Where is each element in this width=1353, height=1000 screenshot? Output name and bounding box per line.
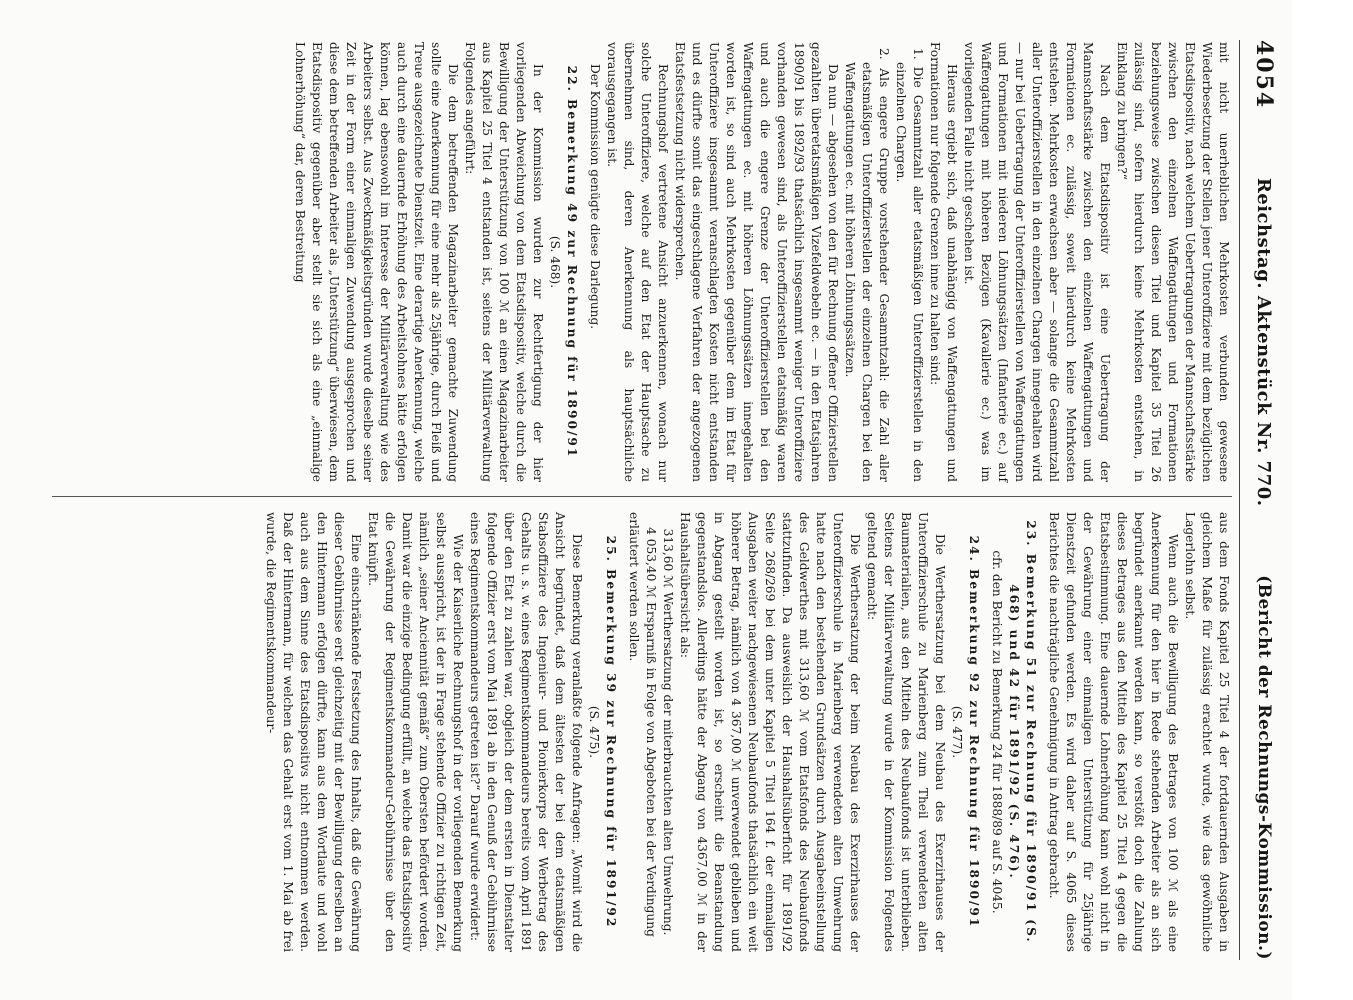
left-column <box>291 42 1232 482</box>
section-subheading: (S. 475). <box>587 705 601 759</box>
paragraph: aus dem Fonds Kapitel 25 Titel 4 der fortdauernden Ausgaben in gleichem Maße für zulässig erachtet wurde, wie das gewöhnliche Lagerlohn selbst. <box>1183 512 1231 952</box>
section-subheading: 313,60 ℳ Werthersatzung der miterbrauchten alten Umwehrung. <box>661 528 675 936</box>
column-divider <box>52 496 1232 497</box>
section-subheading: 4 053,40 ℳ Ersparniß in Folge von Abgeboten bei der Verdingung <box>644 527 658 937</box>
section-heading: 25. Bemerkung 39 zur Rechnung für 1891/92 <box>604 535 618 929</box>
paragraph: Da nun — abgesehen von den für Rechnung offener Offizierstellen gezahlten überetatsmäßigen Vizefeldwebeln ec. — in den Etatsjahren 1890/91 bis 1892/93 thatsächlich insgesammt weniger Unteroffiziere vorhanden gewesen sind, als Unteroffizierstellen etatsmäßig waren und auch die engere Grenze der Unteroffizierstellen bei den Waffengattungen ec. mit höheren Löhnungssätzen innegehalten worden ist, so sind auch Mehrkosten gegenüber dem im Etat für Unteroffiziere insgesammt veranschlagten Kosten nicht entstanden und es dürfte somit das eingeschlagene Verfahren der angezogenen Etatsfestsetzung nicht widersprechen. <box>673 42 840 482</box>
paragraph: Die Werthersatzung der beim Neubau des Exerzirhauses der Unteroffizierschule in Marienberg verwendeten alten Umwehrung hatte nach den bestehenden Grundsätzen durch Ausgabeeinstellung des Geldwerthes mit 313,60 ℳ vom Etatsfonds des Neubaufonds stattzufinden. Da ausweislich der Haushaltsüberficht für 1891/92 Seite 268/269 bei dem unter Kapitel 5 Titel 164 f. der einmaligen Ausgaben weiter nachgewiesenen Neubaufonds thatsächlich ein weit höherer Betrag, nämlich von 4 367,00 ℳ unverwendet geblieben und in Abgang gestellt worden ist, so erscheint die Beanstandung gegenstandslos. Allerdings hätte der Abgang von 4367,00 ℳ in der Haushaltsübersicht als: <box>678 512 862 952</box>
paragraph: Rechnungshof vertretene Ansicht anzuerkennen, wonach nur solche Unteroffiziere, welche auf den Etat der Hauptsache zu übernehmen sind, deren Anerkennung als hauptsächliche vorausgegangen ist. <box>605 42 670 482</box>
section-heading: 23. Bemerkung 51 zur Rechnung für 1890/91 (S. 468) und 42 für 1891/92 (S. 476). <box>1007 520 1038 944</box>
section-subheading: (S. 468). <box>548 235 562 289</box>
section-subheading: cfr. den Bericht zu Bemerkung 24 für 1888/89 auf S. 4045. <box>990 550 1004 914</box>
page-subtitle: (Bericht der Rechnungs-Kommission.) <box>1254 575 1274 960</box>
paragraph: Wenn auch die Bewilligung des Betrages von 100 ℳ als eine Anerkennung für den hier in Rede stehenden Arbeiter als an sich begründet anerkannt werden kann, so verstößt doch die Zahlung dieses Betrages aus den Mitteln des Kapitel 25 Titel 4 gegen die Etatsbestimmung. Eine dauernde Lohnerhöhung kann wohl nicht in der Gewährung einer einmaligen Unterstützung für 25jährige Dienstzeit gefunden werden. Es wird daher auf S. 4065 dieses Berichtes die nachträgliche Genehmigung in Antrag gebracht. <box>1047 512 1180 952</box>
right-column <box>262 512 1232 952</box>
paragraph: mit nicht unerheblichen Mehrkosten verbunden gewesene Wiederbesetzung der Stellen jener Unteroffiziere mit dem bezüglichen Etatsdispositiv, nach welchem Uebertragungen der Mannschaftsstärke zwischen den einzelnen Waffengattungen und Formationen beziehungsweise zwischen diesen Titel und Kapitel 35 Titel 26 zulässig sind, sofern hierdurch keine Mehrkosten entstehen, in Einklang zu bringen?“ <box>1115 42 1231 482</box>
header-rule <box>1239 40 1240 960</box>
paragraph: Die Werthersatzung bei dem Neubau des Exerzirhauses der Unteroffizierschule zu Marienberg zum Theil verwendeten alten Baumaterialien, aus den Mitteln des Neubaufonds ist unterblieben. Seitens der Militärverwaltung wurde in der Kommission Folgendes geltend gemacht: <box>865 512 947 952</box>
paragraph: Der Kommission genügte diese Darlegung. <box>588 64 602 330</box>
paragraph: Hieraus ergiebt sich, daß unabhängig von Waffengattungen und Formationen nur folgende Grenzen inne zu halten sind: <box>928 42 959 482</box>
paragraph: Nach dem Etatsdispositiv ist eine Uebertragung der Mannschaftsstärke zwischen den einzelnen Waffengattungen und Formationen ec. zulässig, soweit hierdurch keine Mehrkosten entstehen. Mehrkosten erwachsen aber — solange die Gesammtzahl aller Unteroffizierstellen in den einzelnen Chargen innegehalten wird — nur bei Uebertragung der Unteroffizierstellen von Waffengattungen und Formationen mit niederen Löhnungssätzen (Infanterie ec.) auf Waffengattungen mit höheren Bezügen (Kavallerie ec.) was im vorliegenden Falle nicht geschehen ist. <box>962 42 1112 482</box>
paragraph: Wie der Kaiserliche Rechnungshof in der vorliegenden Bemerkung selbst ausspricht, ist der in Frage stehende Offizier zu richtigen Zeit, nämlich „seiner Anciennität gemäß“ zum Obersten befördert worden. Damit war die einzige Bedingung erfüllt, an welche das Etatsdispositiv die Gewährung der Regimentskommandeur-Gebührnisse über den Etat knüpft. <box>366 512 465 952</box>
page-title: Reichstag. Aktenstück Nr. 770. <box>1253 177 1275 507</box>
section-heading: 22. Bemerkung 49 zur Rechnung für 1890/91 <box>565 65 579 459</box>
section-subheading: (S. 477). <box>950 705 964 759</box>
paragraph: Diese Bemerkung veranlaßte folgende Anfragen: „Womit wird die Ansicht begründet, daß dem ältesten der bei dem etatsmäßigen Stabsoffiziere des Ingenieur- und Pionierkorps der Werbetrag des Gehalts u. s. w. eines Regimentskommandeurs bereits vom April 1891 über den Etat zu zahlen war, obgleich der dem ersten in Dienstalter folgende Offizier erst vom Mai 1891 ab in den Genuß der Gebührnisse eines Regimentskommandeurs getreten ist?“ Darauf wurde erwidert: <box>468 512 584 952</box>
list-item: 1. Die Gesammtzahl aller etatsmäßigen Unteroffizierstellen in den einzelnen Chargen. <box>894 48 925 482</box>
paragraph: Eine einschränkende Festsetzung des Inhalts, daß die Gewährung dieser Gebührnisse erst gleichzeitig mit der Bewilligung derselben an den Hintermann erfolgen dürfte, kann aus dem Wortlaute und wohl auch aus dem Sinne des Etatsdispositivs nicht entnommen werden. Daß der Hintermann, für welchen das Gehalt erst vom 1. Mai ab frei wurde, die Regimentskommandeur- <box>264 512 363 952</box>
page-header <box>1244 40 1284 960</box>
paragraph: In der Kommission wurden zur Rechtfertigung der hier vorliegenden Abweichung von dem Etatsdispositiv, welche durch die Bewilligung der Unterstützung von 100 ℳ an einen Magazinarbeiter aus Kapitel 25 Titel 4 entstanden ist, seitens der Militärverwaltung Folgendes angeführt: <box>463 42 545 482</box>
paragraph: erläutert werden sollen. <box>627 512 641 662</box>
list-item: 2. Als engere Gruppe vorstehender Gesammtzahl: die Zahl aller etatsmäßigen Unteroffizierstellen der einzelnen Chargen bei den Waffengattungen ec. mit höheren Löhnungssätzen. <box>843 48 891 482</box>
paragraph: Die dem betreffenden Magazinarbeiter gemachte Zuwendung sollte eine Anerkennung für eine mehr als 25jährige, durch Fleiß und Treue ausgezeichnete Dienstzeit. Eine derartige Anerkennung, welche auch durch eine dauernde Erhöhung des Arbeitslohnes hätte erfolgen können, lag ebensowohl im Interesse der Militärverwaltung wie des Arbeiters selbst. Aus Zweckmäßigkeitsgründen wurde dieselbe seiner Zeit in der Form einer einmaligen Zuwendung ausgesprochen und diese dem betreffenden Arbeiter als „Unterstützung“ überwiesen, dem Etatsdispositiv gegenüber aber stellt sie sich als eine „einmalige Lohnerhöhung“ dar, deren Bestreitung <box>293 42 460 482</box>
page-number: 4054 <box>1251 40 1277 110</box>
section-heading: 24. Bemerkung 92 zur Rechnung für 1890/91 <box>967 535 981 929</box>
